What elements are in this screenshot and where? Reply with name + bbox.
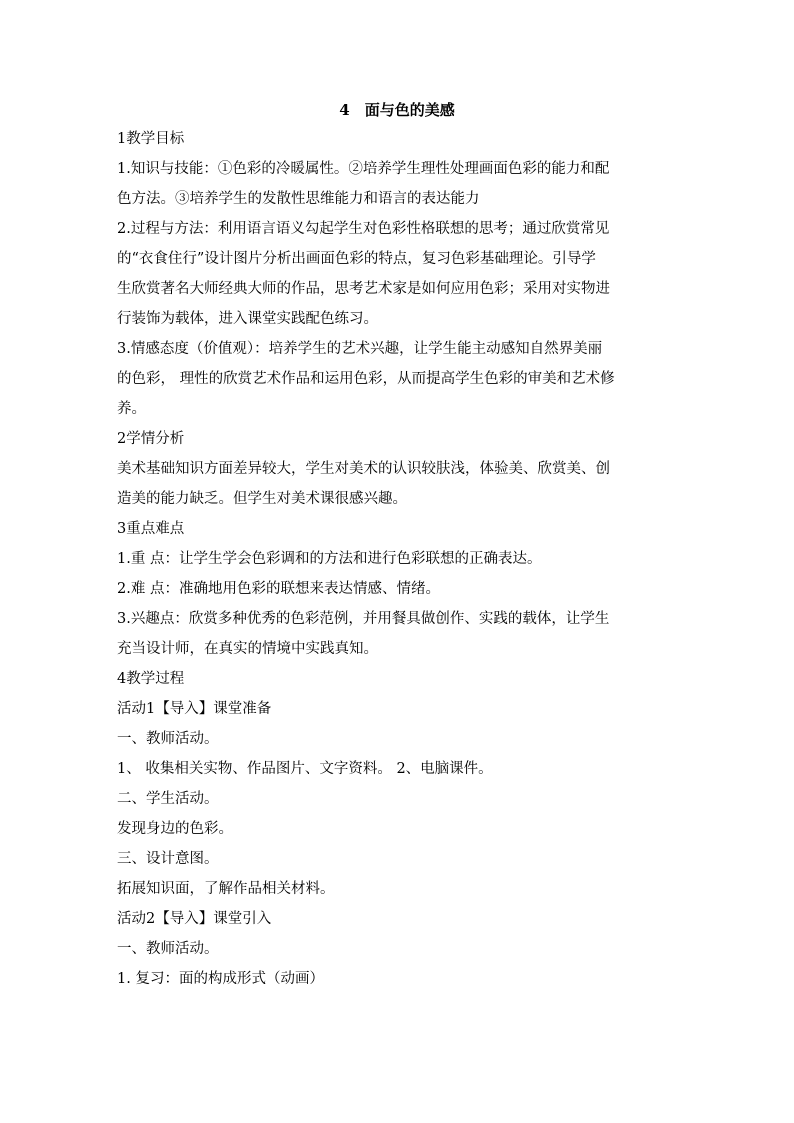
goal-attitude-values: 3.情感态度（价值观）：培养学生的艺术兴趣，让学生能主动感知自然界美丽 的色彩， 理性的欣赏艺术作品和运用色彩，从而提高学生色彩的审美和艺术修 养。 [117, 341, 615, 417]
activity1-title: 活动1【导入】课堂准备 [117, 701, 272, 717]
section-heading-keypoints: 3重点难点 [117, 521, 185, 537]
analysis-body: 美术基础知识方面差异较大，学生对美术的认识较肤浅，体验美、欣赏美、创 造美的能力缺乏。但学生对美术课很感兴趣。 [117, 461, 610, 507]
activity2-teacher-heading: 一、教师活动。 [117, 941, 219, 957]
section-heading-analysis: 2学情分析 [117, 431, 185, 447]
keypoint-interest: 3.兴趣点：欣赏多种优秀的色彩范例，并用餐具做创作、实践的载体，让学生 充当设计师，在真实的情境中实践真知。 [117, 611, 610, 657]
document-page [117, 96, 677, 994]
keypoint-focus: 1.重 点：让学生学会色彩调和的方法和进行色彩联想的正确表达。 [117, 551, 542, 567]
activity2-title: 活动2【导入】课堂引入 [117, 911, 272, 927]
activity1-teacher-heading: 一、教师活动。 [117, 731, 219, 747]
goal-knowledge-skills: 1.知识与技能：①色彩的冷暖属性。②培养学生理性处理画面色彩的能力和配 色方法。③培养学生的发散性思维能力和语言的表达能力 [117, 161, 610, 207]
activity1-design-body: 拓展知识面，了解作品相关材料。 [117, 881, 335, 897]
page-title: 4 面与色的美感 [339, 101, 455, 119]
activity1-student-heading: 二、学生活动。 [117, 791, 219, 807]
section-heading-process: 4教学过程 [117, 671, 185, 687]
activity2-item1: 1. 复习：面的构成形式（动画） [117, 971, 324, 987]
goal-process-methods: 2.过程与方法：利用语言语义勾起学生对色彩性格联想的思考；通过欣赏常见 的“衣食住行”设计图片分析出画面色彩的特点，复习色彩基础理论。引导学 生欣赏著名大师经典大师的作品，思考艺术家是如何应用色彩；采用对实物进 行装饰为载体，进入课堂实践配色练习。 [117, 221, 610, 327]
keypoint-difficulty: 2.难 点：准确地用色彩的联想来表达情感、情绪。 [117, 581, 440, 597]
activity1-teacher-body: 1、 收集相关实物、作品图片、文字资料。 2、电脑课件。 [117, 761, 493, 777]
activity1-design-heading: 三、设计意图。 [117, 851, 219, 867]
activity1-student-body: 发现身边的色彩。 [117, 821, 233, 837]
section-heading-goals: 1教学目标 [117, 131, 185, 147]
